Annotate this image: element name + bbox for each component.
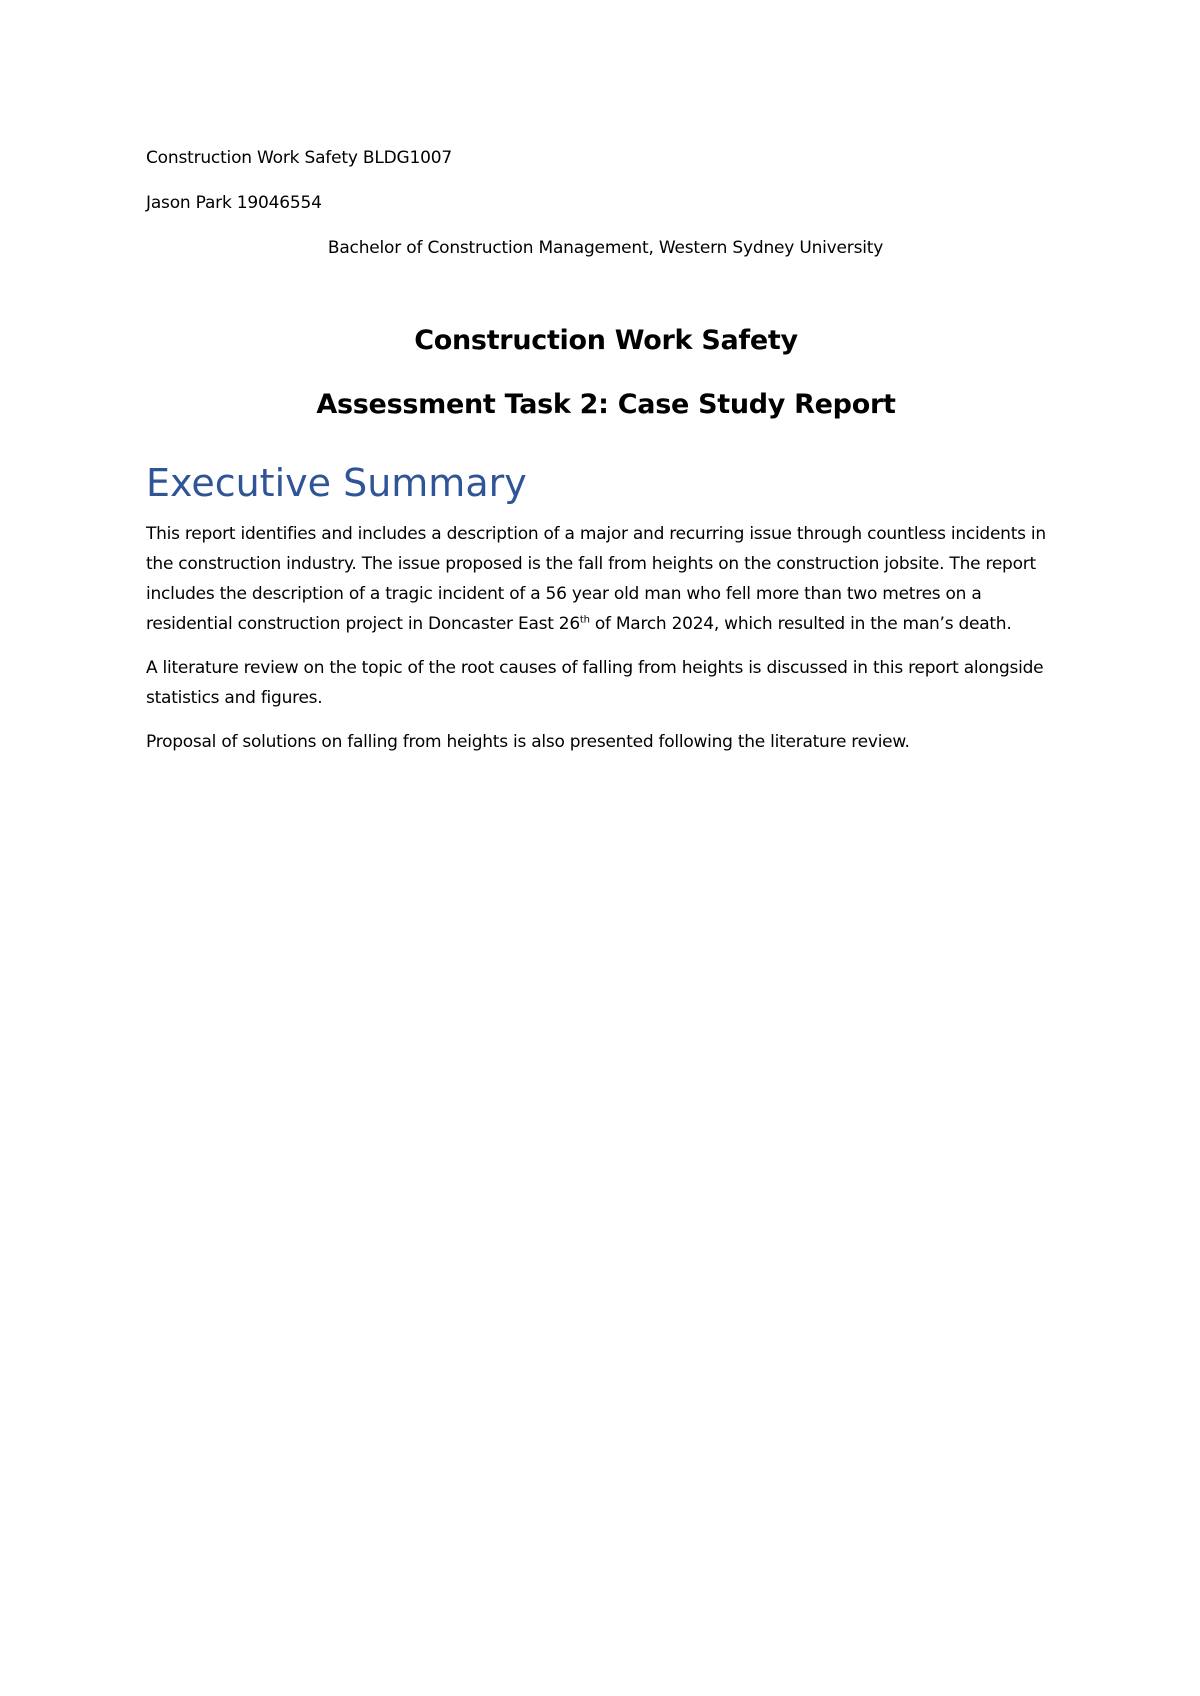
program-line: Bachelor of Construction Management, Western Sydney University: [327, 238, 884, 258]
title-block: [146, 323, 1066, 423]
document-subtitle: Assessment Task 2: Case Study Report: [316, 389, 896, 420]
summary-paragraph-2: A literature review on the topic of the root causes of falling from heights is discussed in this report alongside statistics and figures.: [146, 658, 1044, 708]
document-title: Construction Work Safety: [414, 325, 798, 356]
ordinal-suffix: th: [579, 614, 590, 626]
paragraph-1-text: This report identifies and includes a description of a major and recurring issue through countless incidents in the construction industry. The issue proposed is the fall from heights on the construction jobsite. The report includes the description of a tragic incident of a 56 year old man who fell more than two metres on a residential construction project in Doncaster East 26: [146, 524, 1046, 634]
paragraph-1-text-end: of March 2024, which resulted in the man’s death.: [589, 614, 1012, 634]
course-line: Construction Work Safety BLDG1007: [146, 148, 452, 168]
student-line: Jason Park 19046554: [146, 193, 322, 213]
section-heading-executive-summary: Executive Summary: [146, 461, 527, 505]
page-content: [146, 146, 1066, 771]
summary-paragraph-1: [146, 519, 1066, 639]
summary-paragraph-3: Proposal of solutions on falling from heights is also presented following the literature review.: [146, 732, 910, 752]
